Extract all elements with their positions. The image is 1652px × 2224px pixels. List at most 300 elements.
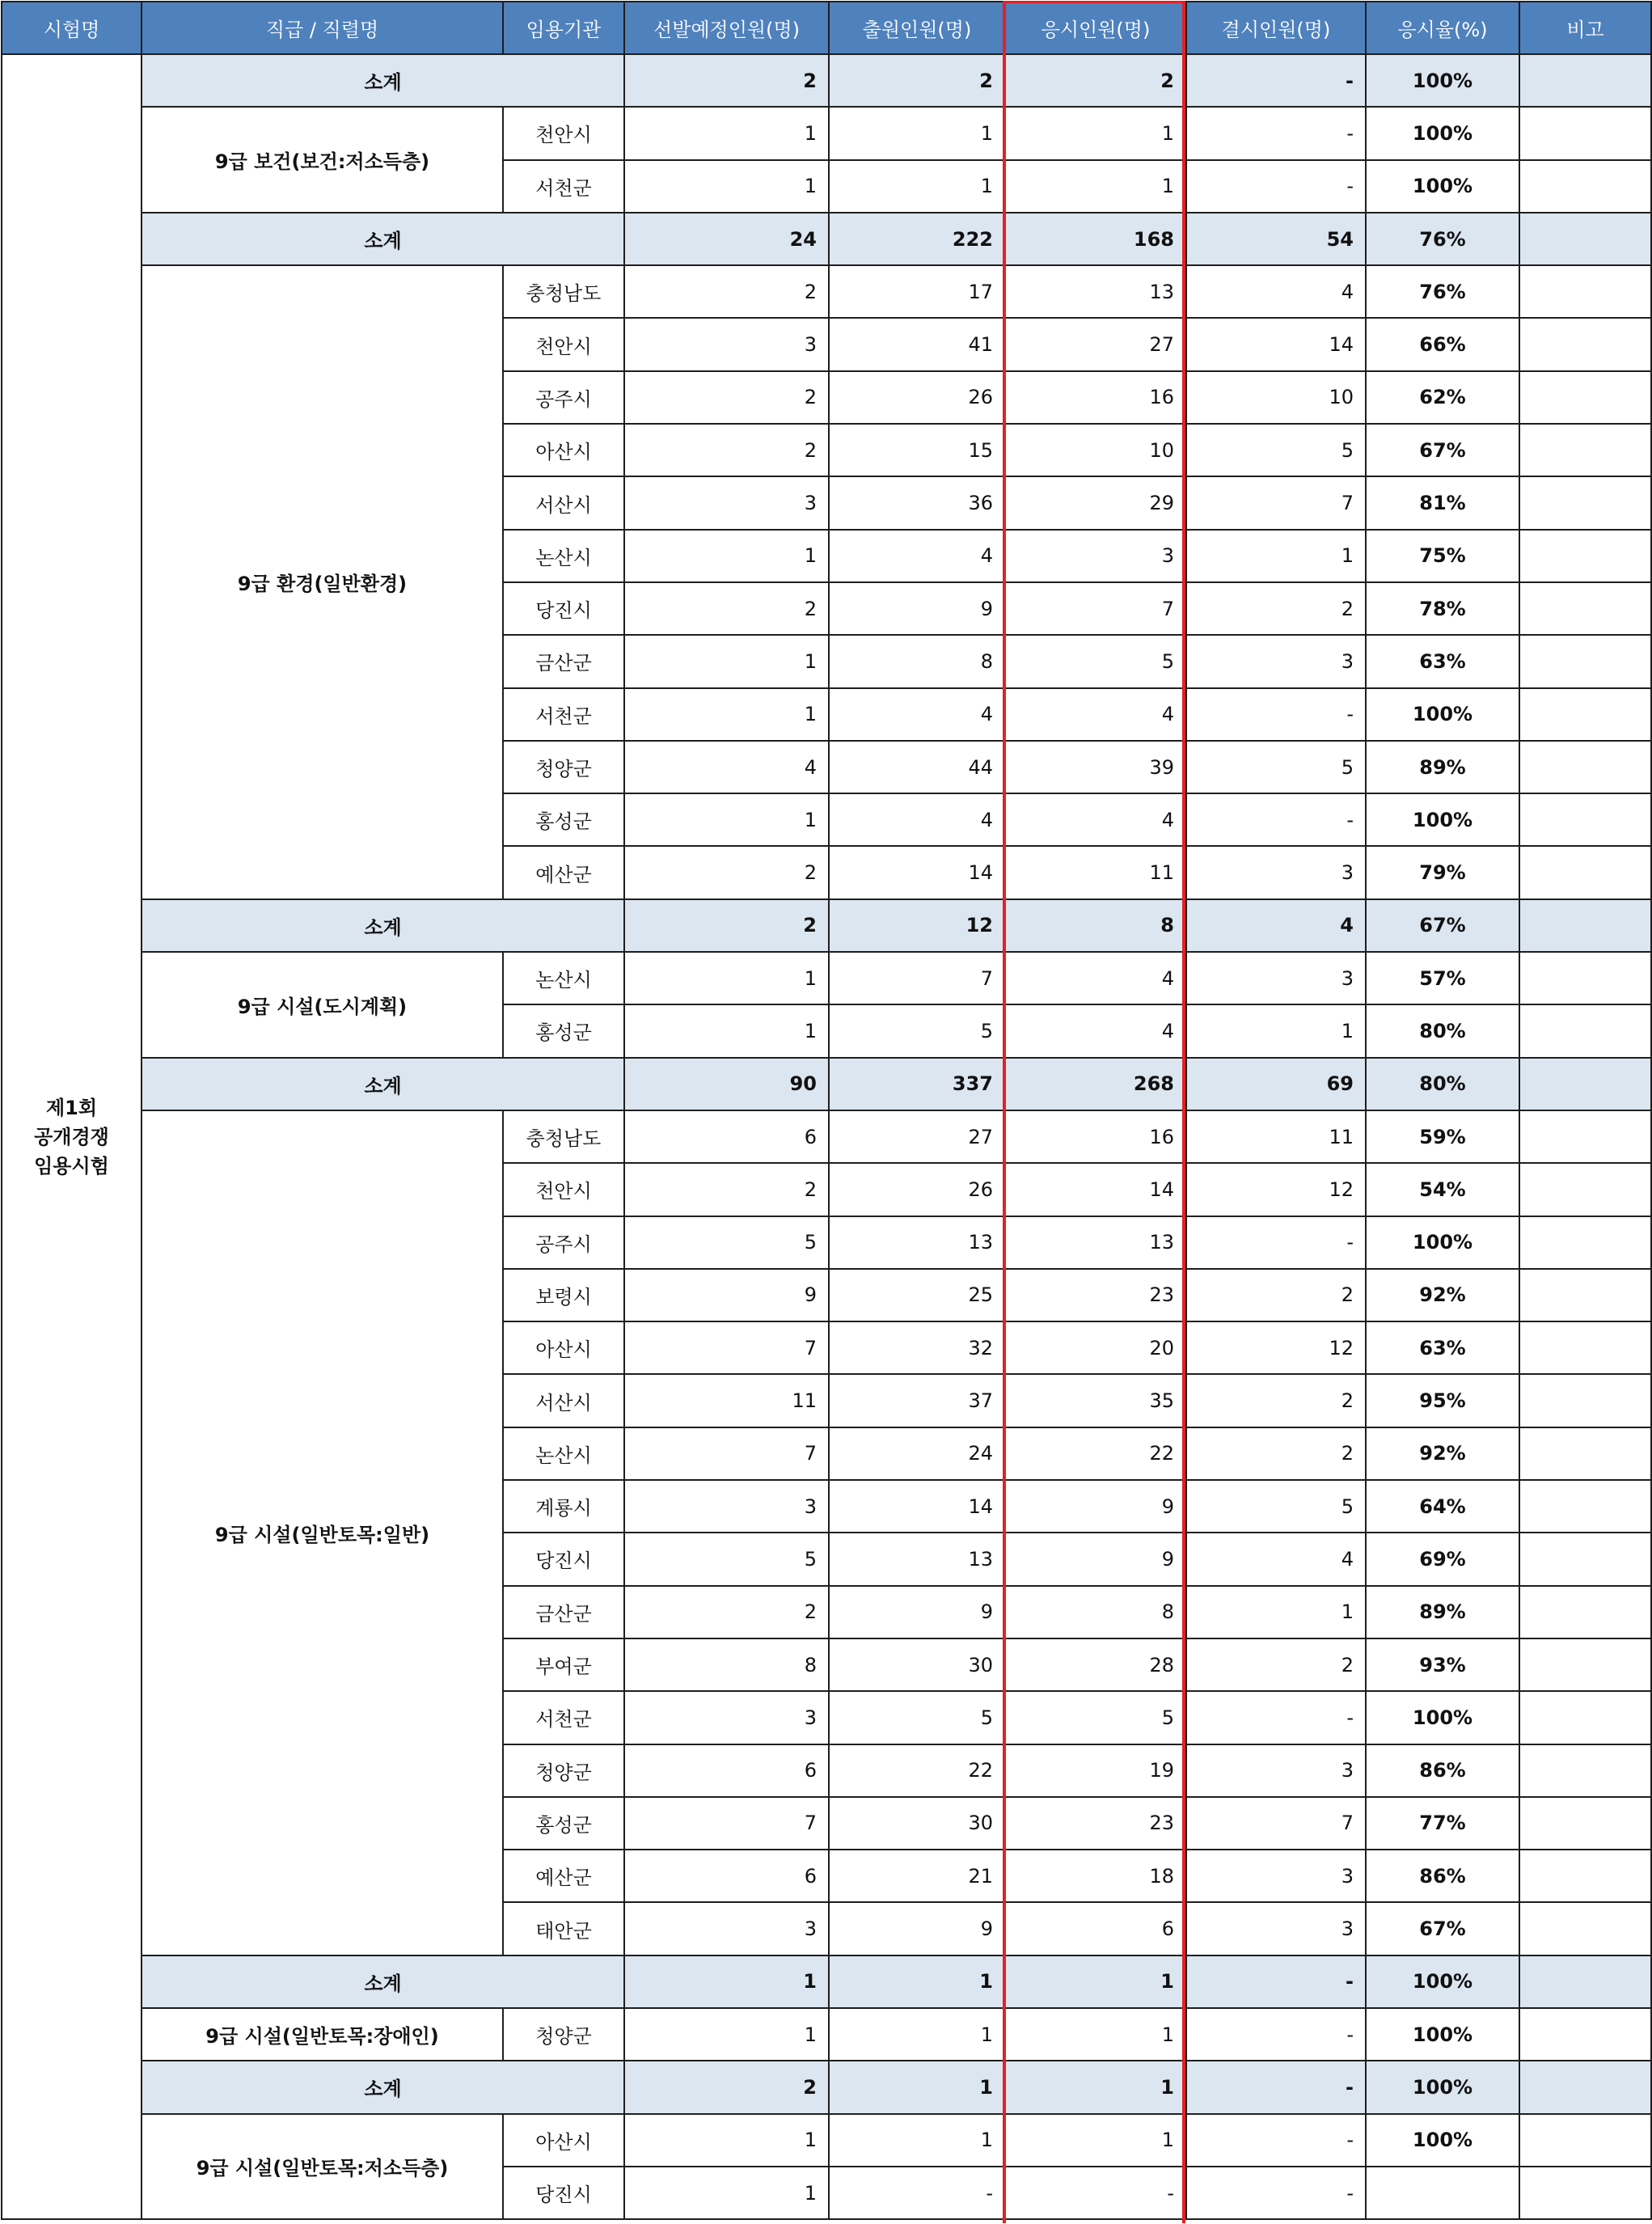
remarks-cell xyxy=(1519,318,1651,370)
subtotal-absent: - xyxy=(1186,2061,1366,2113)
agency-cell: 아산시 xyxy=(503,1321,624,1374)
agency-cell: 논산시 xyxy=(503,1427,624,1480)
absent-cell: 2 xyxy=(1186,582,1366,635)
subtotal-rate: 80% xyxy=(1366,1058,1519,1110)
attended-cell: 1 xyxy=(1005,2008,1186,2061)
agency-cell: 서천군 xyxy=(503,688,624,741)
attended-cell: 16 xyxy=(1005,371,1186,424)
attended-cell: 16 xyxy=(1005,1110,1186,1163)
remarks-cell xyxy=(1519,1004,1651,1057)
rate-cell: 95% xyxy=(1366,1374,1519,1427)
header-row xyxy=(2,2,1651,54)
remarks-cell xyxy=(1519,2114,1651,2167)
planned-cell: 1 xyxy=(624,635,829,687)
header-planned: 선발예정인원(명) xyxy=(624,2,829,54)
absent-cell: - xyxy=(1186,2114,1366,2167)
subtotal-applied: 337 xyxy=(829,1058,1005,1110)
applied-cell: 24 xyxy=(829,1427,1005,1480)
applied-cell: 4 xyxy=(829,688,1005,741)
agency-cell: 논산시 xyxy=(503,530,624,582)
subtotal-row xyxy=(2,213,1651,265)
rate-cell: 92% xyxy=(1366,1427,1519,1480)
subtotal-absent: 69 xyxy=(1186,1058,1366,1110)
planned-cell: 3 xyxy=(624,476,829,529)
planned-cell: 1 xyxy=(624,688,829,741)
attended-cell: 1 xyxy=(1005,2114,1186,2167)
subtotal-remarks xyxy=(1519,899,1651,952)
remarks-cell xyxy=(1519,1110,1651,1163)
subtotal-applied: 1 xyxy=(829,1956,1005,2008)
planned-cell: 11 xyxy=(624,1374,829,1427)
subtotal-rate: 100% xyxy=(1366,2061,1519,2113)
rate-cell: 57% xyxy=(1366,952,1519,1004)
remarks-cell xyxy=(1519,1269,1651,1321)
remarks-cell xyxy=(1519,1691,1651,1744)
subtotal-remarks xyxy=(1519,1058,1651,1110)
absent-cell: 3 xyxy=(1186,1902,1366,1955)
agency-cell: 논산시 xyxy=(503,952,624,1004)
applied-cell: 15 xyxy=(829,424,1005,476)
table-row xyxy=(2,265,1651,318)
subtotal-absent: - xyxy=(1186,1956,1366,2008)
applied-cell: 4 xyxy=(829,530,1005,582)
exam-name-cell xyxy=(2,54,142,2219)
header-agency: 임용기관 xyxy=(503,2,624,54)
attended-cell: 23 xyxy=(1005,1269,1186,1321)
remarks-cell xyxy=(1519,1533,1651,1585)
planned-cell: 9 xyxy=(624,1269,829,1321)
subtotal-remarks xyxy=(1519,1956,1651,2008)
rate-cell xyxy=(1366,2167,1519,2219)
subtotal-remarks xyxy=(1519,54,1651,107)
agency-cell: 금산군 xyxy=(503,635,624,687)
rate-cell: 79% xyxy=(1366,846,1519,898)
planned-cell: 2 xyxy=(624,582,829,635)
rate-cell: 100% xyxy=(1366,1691,1519,1744)
planned-cell: 3 xyxy=(624,1902,829,1955)
rate-cell: 77% xyxy=(1366,1797,1519,1850)
absent-cell: 2 xyxy=(1186,1427,1366,1480)
subtotal-applied: 222 xyxy=(829,213,1005,265)
absent-cell: 12 xyxy=(1186,1163,1366,1216)
remarks-cell xyxy=(1519,1902,1651,1955)
agency-cell: 예산군 xyxy=(503,1850,624,1902)
position-title: 9급 시설(일반토목:일반) xyxy=(142,1110,503,1956)
subtotal-planned: 2 xyxy=(624,54,829,107)
remarks-cell xyxy=(1519,688,1651,741)
table-body xyxy=(2,54,1651,2219)
subtotal-label: 소계 xyxy=(142,213,624,265)
subtotal-planned: 1 xyxy=(624,1956,829,2008)
subtotal-attended: 1 xyxy=(1005,2061,1186,2113)
absent-cell: 3 xyxy=(1186,846,1366,898)
table-row xyxy=(2,2114,1651,2167)
table-row xyxy=(2,1110,1651,1163)
agency-cell: 당진시 xyxy=(503,2167,624,2219)
attended-cell: 10 xyxy=(1005,424,1186,476)
agency-cell: 홍성군 xyxy=(503,1004,624,1057)
position-title: 9급 시설(일반토목:저소득층) xyxy=(142,2114,503,2220)
planned-cell: 1 xyxy=(624,2008,829,2061)
attended-cell: 19 xyxy=(1005,1744,1186,1797)
planned-cell: 1 xyxy=(624,2167,829,2219)
subtotal-row xyxy=(2,54,1651,107)
absent-cell: 3 xyxy=(1186,1850,1366,1902)
absent-cell: - xyxy=(1186,688,1366,741)
attended-cell: 6 xyxy=(1005,1902,1186,1955)
agency-cell: 공주시 xyxy=(503,1216,624,1269)
agency-cell: 금산군 xyxy=(503,1586,624,1638)
position-title: 9급 환경(일반환경) xyxy=(142,265,503,899)
subtotal-label: 소계 xyxy=(142,1058,624,1110)
applied-cell: 13 xyxy=(829,1216,1005,1269)
subtotal-row xyxy=(2,2061,1651,2113)
rate-cell: 76% xyxy=(1366,265,1519,318)
absent-cell: 7 xyxy=(1186,1797,1366,1850)
subtotal-row xyxy=(2,1058,1651,1110)
applied-cell: 1 xyxy=(829,2008,1005,2061)
applied-cell: 14 xyxy=(829,1480,1005,1533)
absent-cell: 7 xyxy=(1186,476,1366,529)
remarks-cell xyxy=(1519,2008,1651,2061)
rate-cell: 66% xyxy=(1366,318,1519,370)
remarks-cell xyxy=(1519,1374,1651,1427)
planned-cell: 2 xyxy=(624,1163,829,1216)
planned-cell: 1 xyxy=(624,2114,829,2167)
rate-cell: 62% xyxy=(1366,371,1519,424)
planned-cell: 2 xyxy=(624,265,829,318)
applied-cell: 44 xyxy=(829,741,1005,793)
planned-cell: 5 xyxy=(624,1533,829,1585)
header-attended: 응시인원(명) xyxy=(1005,2,1186,54)
attended-cell: 28 xyxy=(1005,1638,1186,1691)
subtotal-row xyxy=(2,1956,1651,2008)
subtotal-planned: 24 xyxy=(624,213,829,265)
applied-cell: 32 xyxy=(829,1321,1005,1374)
absent-cell: - xyxy=(1186,1216,1366,1269)
subtotal-row xyxy=(2,899,1651,952)
exam-name-line: 제1회 xyxy=(45,1096,98,1119)
agency-cell: 서산시 xyxy=(503,476,624,529)
attended-cell: 4 xyxy=(1005,1004,1186,1057)
agency-cell: 태안군 xyxy=(503,1902,624,1955)
absent-cell: 11 xyxy=(1186,1110,1366,1163)
remarks-cell xyxy=(1519,582,1651,635)
agency-cell: 공주시 xyxy=(503,371,624,424)
planned-cell: 3 xyxy=(624,318,829,370)
attended-cell: 9 xyxy=(1005,1480,1186,1533)
exam-name-line: 공개경쟁 xyxy=(34,1125,109,1148)
attended-cell: 8 xyxy=(1005,1586,1186,1638)
subtotal-attended: 2 xyxy=(1005,54,1186,107)
absent-cell: 1 xyxy=(1186,530,1366,582)
attended-cell: 39 xyxy=(1005,741,1186,793)
applied-cell: 9 xyxy=(829,582,1005,635)
absent-cell: - xyxy=(1186,107,1366,159)
applied-cell: 9 xyxy=(829,1586,1005,1638)
absent-cell: 2 xyxy=(1186,1269,1366,1321)
agency-cell: 서산시 xyxy=(503,1374,624,1427)
absent-cell: 14 xyxy=(1186,318,1366,370)
position-title: 9급 시설(일반토목:장애인) xyxy=(142,2008,503,2061)
remarks-cell xyxy=(1519,1216,1651,1269)
agency-cell: 충청남도 xyxy=(503,1110,624,1163)
subtotal-attended: 168 xyxy=(1005,213,1186,265)
remarks-cell xyxy=(1519,1163,1651,1216)
header-absent: 결시인원(명) xyxy=(1186,2,1366,54)
applied-cell: 1 xyxy=(829,160,1005,213)
rate-cell: 67% xyxy=(1366,424,1519,476)
header-rate: 응시율(%) xyxy=(1366,2,1519,54)
remarks-cell xyxy=(1519,952,1651,1004)
subtotal-remarks xyxy=(1519,2061,1651,2113)
rate-cell: 100% xyxy=(1366,2008,1519,2061)
rate-cell: 86% xyxy=(1366,1850,1519,1902)
absent-cell: 4 xyxy=(1186,1533,1366,1585)
absent-cell: 5 xyxy=(1186,741,1366,793)
attended-cell: 1 xyxy=(1005,107,1186,159)
subtotal-applied: 2 xyxy=(829,54,1005,107)
exam-results-table xyxy=(1,1,1652,2220)
remarks-cell xyxy=(1519,1638,1651,1691)
remarks-cell xyxy=(1519,371,1651,424)
attended-cell: 9 xyxy=(1005,1533,1186,1585)
position-title: 9급 보건(보건:저소득층) xyxy=(142,107,503,213)
attended-cell: 1 xyxy=(1005,160,1186,213)
absent-cell: 1 xyxy=(1186,1586,1366,1638)
agency-cell: 서천군 xyxy=(503,160,624,213)
attended-cell: 3 xyxy=(1005,530,1186,582)
absent-cell: 2 xyxy=(1186,1638,1366,1691)
table-row xyxy=(2,107,1651,159)
applied-cell: 37 xyxy=(829,1374,1005,1427)
remarks-cell xyxy=(1519,530,1651,582)
planned-cell: 1 xyxy=(624,793,829,846)
planned-cell: 4 xyxy=(624,741,829,793)
absent-cell: - xyxy=(1186,793,1366,846)
attended-cell: 22 xyxy=(1005,1427,1186,1480)
remarks-cell xyxy=(1519,635,1651,687)
remarks-cell xyxy=(1519,2167,1651,2219)
attended-cell: 4 xyxy=(1005,952,1186,1004)
absent-cell: 3 xyxy=(1186,952,1366,1004)
rate-cell: 75% xyxy=(1366,530,1519,582)
agency-cell: 천안시 xyxy=(503,1163,624,1216)
attended-cell: 5 xyxy=(1005,1691,1186,1744)
subtotal-attended: 8 xyxy=(1005,899,1186,952)
attended-cell: 23 xyxy=(1005,1797,1186,1850)
remarks-cell xyxy=(1519,793,1651,846)
absent-cell: 5 xyxy=(1186,1480,1366,1533)
absent-cell: - xyxy=(1186,2167,1366,2219)
attended-cell: 11 xyxy=(1005,846,1186,898)
agency-cell: 아산시 xyxy=(503,424,624,476)
attended-cell: 13 xyxy=(1005,1216,1186,1269)
subtotal-attended: 1 xyxy=(1005,1956,1186,2008)
planned-cell: 2 xyxy=(624,424,829,476)
attended-cell: 18 xyxy=(1005,1850,1186,1902)
applied-cell: 26 xyxy=(829,371,1005,424)
agency-cell: 충청남도 xyxy=(503,265,624,318)
exam-name-line: 임용시험 xyxy=(34,1154,109,1178)
planned-cell: 6 xyxy=(624,1850,829,1902)
subtotal-label: 소계 xyxy=(142,1956,624,2008)
rate-cell: 59% xyxy=(1366,1110,1519,1163)
planned-cell: 5 xyxy=(624,1216,829,1269)
absent-cell: 1 xyxy=(1186,1004,1366,1057)
rate-cell: 78% xyxy=(1366,582,1519,635)
absent-cell: 10 xyxy=(1186,371,1366,424)
applied-cell: 26 xyxy=(829,1163,1005,1216)
header-remarks: 비고 xyxy=(1519,2,1651,54)
remarks-cell xyxy=(1519,1586,1651,1638)
absent-cell: - xyxy=(1186,2008,1366,2061)
applied-cell: 25 xyxy=(829,1269,1005,1321)
agency-cell: 보령시 xyxy=(503,1269,624,1321)
absent-cell: 3 xyxy=(1186,635,1366,687)
applied-cell: 7 xyxy=(829,952,1005,1004)
rate-cell: 69% xyxy=(1366,1533,1519,1585)
remarks-cell xyxy=(1519,424,1651,476)
absent-cell: - xyxy=(1186,160,1366,213)
remarks-cell xyxy=(1519,107,1651,159)
rate-cell: 89% xyxy=(1366,1586,1519,1638)
rate-cell: 100% xyxy=(1366,793,1519,846)
applied-cell: 17 xyxy=(829,265,1005,318)
agency-cell: 당진시 xyxy=(503,1533,624,1585)
applied-cell: 8 xyxy=(829,635,1005,687)
agency-cell: 청양군 xyxy=(503,1744,624,1797)
applied-cell: 41 xyxy=(829,318,1005,370)
remarks-cell xyxy=(1519,160,1651,213)
remarks-cell xyxy=(1519,1427,1651,1480)
absent-cell: - xyxy=(1186,1691,1366,1744)
planned-cell: 6 xyxy=(624,1744,829,1797)
subtotal-label: 소계 xyxy=(142,54,624,107)
agency-cell: 천안시 xyxy=(503,107,624,159)
subtotal-remarks xyxy=(1519,213,1651,265)
absent-cell: 4 xyxy=(1186,265,1366,318)
applied-cell: 5 xyxy=(829,1004,1005,1057)
remarks-cell xyxy=(1519,1321,1651,1374)
remarks-cell xyxy=(1519,1480,1651,1533)
subtotal-label: 소계 xyxy=(142,2061,624,2113)
attended-cell: 35 xyxy=(1005,1374,1186,1427)
applied-cell: 9 xyxy=(829,1902,1005,1955)
absent-cell: 3 xyxy=(1186,1744,1366,1797)
subtotal-rate: 76% xyxy=(1366,213,1519,265)
header-position: 직급 / 직렬명 xyxy=(142,2,503,54)
applied-cell: 13 xyxy=(829,1533,1005,1585)
subtotal-rate: 100% xyxy=(1366,1956,1519,2008)
planned-cell: 1 xyxy=(624,160,829,213)
subtotal-planned: 2 xyxy=(624,899,829,952)
subtotal-absent: 4 xyxy=(1186,899,1366,952)
planned-cell: 6 xyxy=(624,1110,829,1163)
agency-cell: 당진시 xyxy=(503,582,624,635)
planned-cell: 7 xyxy=(624,1797,829,1850)
attended-cell: 13 xyxy=(1005,265,1186,318)
header-exam-name: 시험명 xyxy=(2,2,142,54)
remarks-cell xyxy=(1519,1850,1651,1902)
applied-cell: 4 xyxy=(829,793,1005,846)
applied-cell: 22 xyxy=(829,1744,1005,1797)
rate-cell: 100% xyxy=(1366,107,1519,159)
rate-cell: 89% xyxy=(1366,741,1519,793)
subtotal-absent: - xyxy=(1186,54,1366,107)
planned-cell: 3 xyxy=(624,1691,829,1744)
attended-cell: 4 xyxy=(1005,688,1186,741)
absent-cell: 5 xyxy=(1186,424,1366,476)
rate-cell: 64% xyxy=(1366,1480,1519,1533)
rate-cell: 100% xyxy=(1366,160,1519,213)
attended-cell: 14 xyxy=(1005,1163,1186,1216)
applied-cell: 5 xyxy=(829,1691,1005,1744)
rate-cell: 86% xyxy=(1366,1744,1519,1797)
applied-cell: 1 xyxy=(829,107,1005,159)
planned-cell: 7 xyxy=(624,1427,829,1480)
rate-cell: 67% xyxy=(1366,1902,1519,1955)
attended-cell: 7 xyxy=(1005,582,1186,635)
agency-cell: 천안시 xyxy=(503,318,624,370)
position-title: 9급 시설(도시계획) xyxy=(142,952,503,1058)
rate-cell: 63% xyxy=(1366,635,1519,687)
planned-cell: 1 xyxy=(624,530,829,582)
agency-cell: 청양군 xyxy=(503,741,624,793)
applied-cell: 30 xyxy=(829,1797,1005,1850)
applied-cell: 27 xyxy=(829,1110,1005,1163)
subtotal-absent: 54 xyxy=(1186,213,1366,265)
attended-cell: 5 xyxy=(1005,635,1186,687)
agency-cell: 계룡시 xyxy=(503,1480,624,1533)
planned-cell: 8 xyxy=(624,1638,829,1691)
attended-cell: 4 xyxy=(1005,793,1186,846)
planned-cell: 1 xyxy=(624,1004,829,1057)
applied-cell: 14 xyxy=(829,846,1005,898)
agency-cell: 홍성군 xyxy=(503,1797,624,1850)
applied-cell: 1 xyxy=(829,2114,1005,2167)
subtotal-applied: 12 xyxy=(829,899,1005,952)
rate-cell: 100% xyxy=(1366,688,1519,741)
applied-cell: 30 xyxy=(829,1638,1005,1691)
agency-cell: 아산시 xyxy=(503,2114,624,2167)
subtotal-planned: 90 xyxy=(624,1058,829,1110)
rate-cell: 92% xyxy=(1366,1269,1519,1321)
planned-cell: 2 xyxy=(624,371,829,424)
planned-cell: 7 xyxy=(624,1321,829,1374)
remarks-cell xyxy=(1519,1797,1651,1850)
rate-cell: 54% xyxy=(1366,1163,1519,1216)
agency-cell: 부여군 xyxy=(503,1638,624,1691)
attended-cell: 29 xyxy=(1005,476,1186,529)
rate-cell: 93% xyxy=(1366,1638,1519,1691)
remarks-cell xyxy=(1519,741,1651,793)
subtotal-planned: 2 xyxy=(624,2061,829,2113)
agency-cell: 홍성군 xyxy=(503,793,624,846)
attended-cell: 27 xyxy=(1005,318,1186,370)
planned-cell: 2 xyxy=(624,846,829,898)
rate-cell: 80% xyxy=(1366,1004,1519,1057)
applied-cell: - xyxy=(829,2167,1005,2219)
remarks-cell xyxy=(1519,476,1651,529)
planned-cell: 2 xyxy=(624,1586,829,1638)
subtotal-label: 소계 xyxy=(142,899,624,952)
planned-cell: 1 xyxy=(624,952,829,1004)
agency-cell: 서천군 xyxy=(503,1691,624,1744)
attended-cell: 20 xyxy=(1005,1321,1186,1374)
subtotal-rate: 100% xyxy=(1366,54,1519,107)
rate-cell: 63% xyxy=(1366,1321,1519,1374)
